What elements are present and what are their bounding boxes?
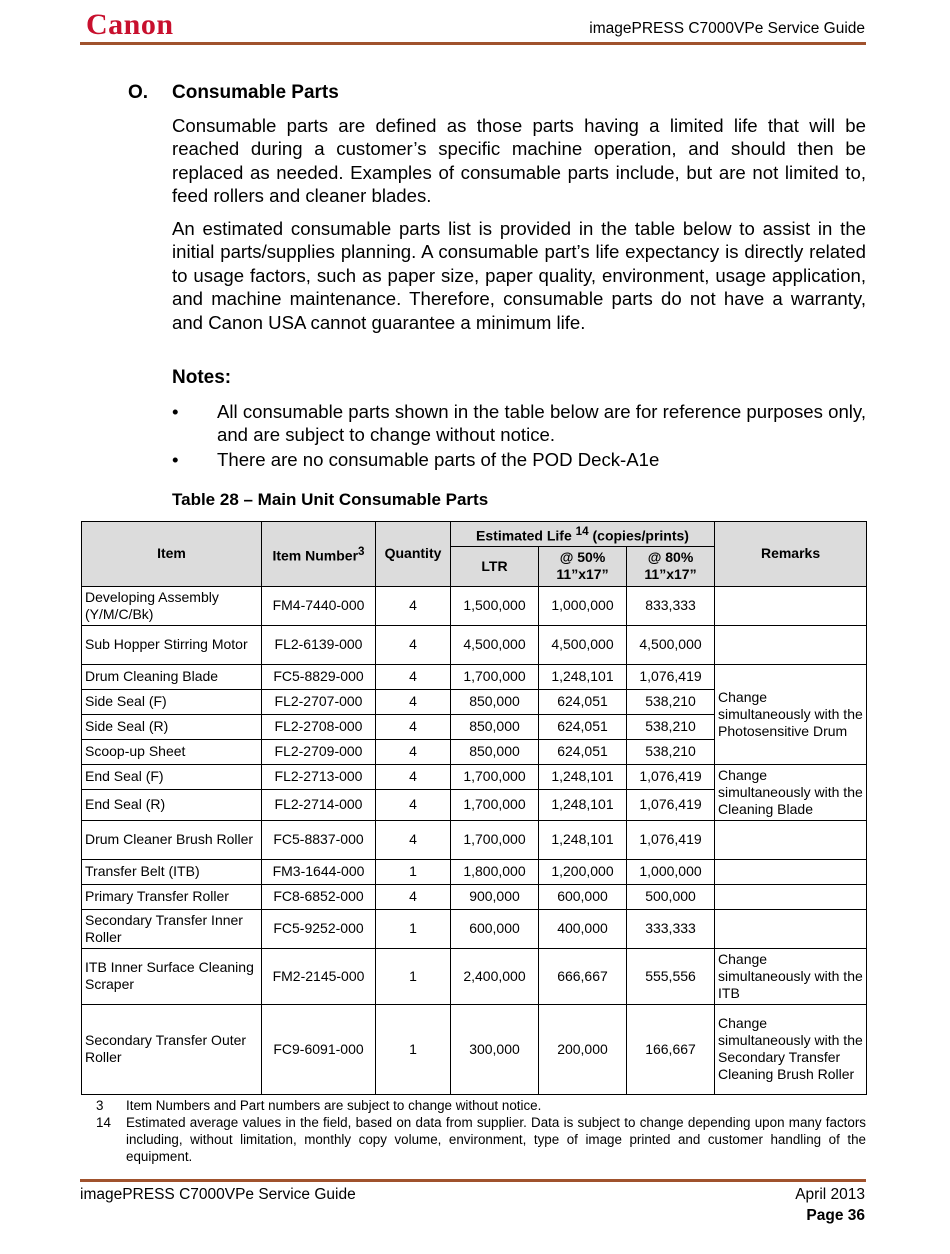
cell-remarks: Change simultaneously with the Cleaning Blade [715,764,867,820]
cell-item-number: FM4-7440-000 [262,586,376,625]
bullet-icon: • [172,449,179,470]
cell-ltr: 900,000 [451,884,539,909]
cell-quantity: 4 [376,739,451,764]
cell-item: Drum Cleaner Brush Roller [82,820,262,859]
note-text: All consumable parts shown in the table below are for reference purposes only, and are subject to change without notice. [217,401,866,446]
footer-rule [80,1179,866,1182]
cell-80pct: 555,556 [627,948,715,1004]
cell-80pct: 833,333 [627,586,715,625]
cell-item-number: FC9-6091-000 [262,1004,376,1094]
cell-remarks [715,909,867,948]
header-remarks: Remarks [715,522,867,587]
cell-item: End Seal (F) [82,764,262,789]
cell-50pct: 400,000 [539,909,627,948]
header-ltr: LTR [451,546,539,586]
cell-50pct: 624,051 [539,714,627,739]
header-item: Item [82,522,262,587]
cell-quantity: 1 [376,1004,451,1094]
cell-50pct: 1,248,101 [539,789,627,820]
table-row [82,586,867,625]
footnote-text: Item Numbers and Part numbers are subject to change without notice. [126,1098,542,1113]
note-bullet [172,448,866,471]
cell-50pct: 200,000 [539,1004,627,1094]
cell-80pct: 500,000 [627,884,715,909]
footnote-number: 14 [96,1115,111,1130]
cell-80pct: 166,667 [627,1004,715,1094]
cell-item-number: FL2-2709-000 [262,739,376,764]
footnote-number: 3 [96,1098,104,1113]
table-caption: Table 28 – Main Unit Consumable Parts [172,490,489,509]
consumable-parts-table [81,521,867,1095]
header-estimated-life: Estimated Life $^{14}$ (copies/prints) [451,522,715,547]
cell-item-number: FL2-2707-000 [262,689,376,714]
cell-item: Secondary Transfer Inner Roller [82,909,262,948]
cell-quantity: 4 [376,586,451,625]
cell-item: Developing Assembly (Y/M/C/Bk) [82,586,262,625]
cell-ltr: 850,000 [451,714,539,739]
cell-item: ITB Inner Surface Cleaning Scraper [82,948,262,1004]
cell-item: Sub Hopper Stirring Motor [82,625,262,664]
cell-item-number: FL2-2708-000 [262,714,376,739]
table-row [82,625,867,664]
cell-ltr: 1,700,000 [451,789,539,820]
cell-quantity: 4 [376,689,451,714]
cell-quantity: 4 [376,714,451,739]
cell-quantity: 4 [376,764,451,789]
cell-ltr: 2,400,000 [451,948,539,1004]
footer-date: April 2013 [795,1186,865,1203]
cell-ltr: 1,500,000 [451,586,539,625]
cell-remarks [715,586,867,625]
cell-ltr: 1,700,000 [451,664,539,689]
cell-80pct: 333,333 [627,909,715,948]
cell-item-number: FL2-6139-000 [262,625,376,664]
cell-50pct: 1,248,101 [539,820,627,859]
cell-remarks: Change simultaneously with the Secondary Transfer Cleaning Brush Roller [715,1004,867,1094]
note-bullet [172,400,866,447]
cell-80pct: 538,210 [627,689,715,714]
cell-80pct: 1,076,419 [627,764,715,789]
cell-quantity: 4 [376,664,451,689]
header-80pct: @ 80% 11”x17” [627,546,715,586]
cell-remarks [715,884,867,909]
cell-ltr: 850,000 [451,689,539,714]
section-title: Consumable Parts [172,82,339,103]
notes-heading: Notes: [172,367,232,388]
cell-remarks [715,625,867,664]
cell-item-number: FC5-8837-000 [262,820,376,859]
cell-quantity: 4 [376,625,451,664]
cell-ltr: 1,800,000 [451,859,539,884]
cell-item-number: FC8-6852-000 [262,884,376,909]
cell-remarks: Change simultaneously with the Photosensitive Drum [715,664,867,764]
section-number: O. [128,82,149,103]
header-quantity: Quantity [376,522,451,587]
cell-item-number: FM3-1644-000 [262,859,376,884]
cell-50pct: 600,000 [539,884,627,909]
cell-quantity: 4 [376,820,451,859]
cell-ltr: 4,500,000 [451,625,539,664]
header-title: imagePRESS C7000VPe Service Guide [589,20,865,37]
table-row [82,948,867,1004]
table-row [82,1004,867,1094]
table-row [82,884,867,909]
cell-50pct: 666,667 [539,948,627,1004]
cell-50pct: 1,000,000 [539,586,627,625]
cell-quantity: 4 [376,789,451,820]
cell-remarks [715,859,867,884]
cell-50pct: 1,200,000 [539,859,627,884]
note-text: There are no consumable parts of the POD Deck-A1e [217,449,660,470]
cell-ltr: 850,000 [451,739,539,764]
cell-80pct: 1,076,419 [627,820,715,859]
cell-item-number: FL2-2713-000 [262,764,376,789]
cell-ltr: 1,700,000 [451,764,539,789]
header-item-number: Item Number$^3$ [262,522,376,587]
footnote-ref: 3 [358,545,365,558]
cell-ltr: 1,700,000 [451,820,539,859]
cell-item: Drum Cleaning Blade [82,664,262,689]
cell-ltr: 600,000 [451,909,539,948]
page-number: Page 36 [806,1207,865,1224]
cell-quantity: 1 [376,859,451,884]
footer-title: imagePRESS C7000VPe Service Guide [80,1186,356,1203]
cell-50pct: 1,248,101 [539,664,627,689]
cell-80pct: 538,210 [627,739,715,764]
footnote-ref: 14 [575,525,589,538]
cell-80pct: 4,500,000 [627,625,715,664]
canon-logo: Canon [86,8,174,41]
cell-item-number: FL2-2714-000 [262,789,376,820]
footnote [96,1097,866,1114]
bullet-icon: • [172,401,179,422]
cell-80pct: 1,000,000 [627,859,715,884]
table-row [82,664,867,689]
table-row [82,820,867,859]
cell-item: Secondary Transfer Outer Roller [82,1004,262,1094]
cell-50pct: 4,500,000 [539,625,627,664]
cell-remarks: Change simultaneously with the ITB [715,948,867,1004]
table-row [82,764,867,789]
table-row [82,859,867,884]
header-rule [80,42,866,45]
cell-80pct: 1,076,419 [627,789,715,820]
cell-80pct: 538,210 [627,714,715,739]
intro-paragraph: Consumable parts are defined as those parts having a limited life that will be reached during a customer’s specific machine operation, and should then be replaced as needed. Examples of consumable parts include, but are not limited to, feed rollers and cleaner blades. [172,115,866,207]
cell-quantity: 1 [376,948,451,1004]
header-50pct: @ 50% 11”x17” [539,546,627,586]
cell-50pct: 624,051 [539,689,627,714]
planning-paragraph: An estimated consumable parts list is provided in the table below to assist in the initial parts/supplies planning. A consumable part’s life expectancy is directly related to usage factors, such as paper size, paper quality, environment, usage application, and machine maintenance. Therefore, consumable parts do not have a warranty, and Canon USA cannot guarantee a minimum life. [172,218,866,333]
cell-item-number: FM2-2145-000 [262,948,376,1004]
cell-item: Transfer Belt (ITB) [82,859,262,884]
cell-80pct: 1,076,419 [627,664,715,689]
cell-quantity: 1 [376,909,451,948]
footnote [96,1114,866,1165]
cell-item-number: FC5-9252-000 [262,909,376,948]
cell-50pct: 1,248,101 [539,764,627,789]
cell-50pct: 624,051 [539,739,627,764]
table-row [82,909,867,948]
cell-item: Scoop-up Sheet [82,739,262,764]
cell-item: Primary Transfer Roller [82,884,262,909]
cell-item: End Seal (R) [82,789,262,820]
cell-ltr: 300,000 [451,1004,539,1094]
cell-item: Side Seal (R) [82,714,262,739]
cell-item-number: FC5-8829-000 [262,664,376,689]
cell-remarks [715,820,867,859]
cell-quantity: 4 [376,884,451,909]
footnote-text: Estimated average values in the field, based on data from supplier. Data is subject to change depending upon many factors including, without limitation, monthly copy volume, environment, type of image printed and customer handling of the equipment. [126,1115,866,1164]
cell-item: Side Seal (F) [82,689,262,714]
